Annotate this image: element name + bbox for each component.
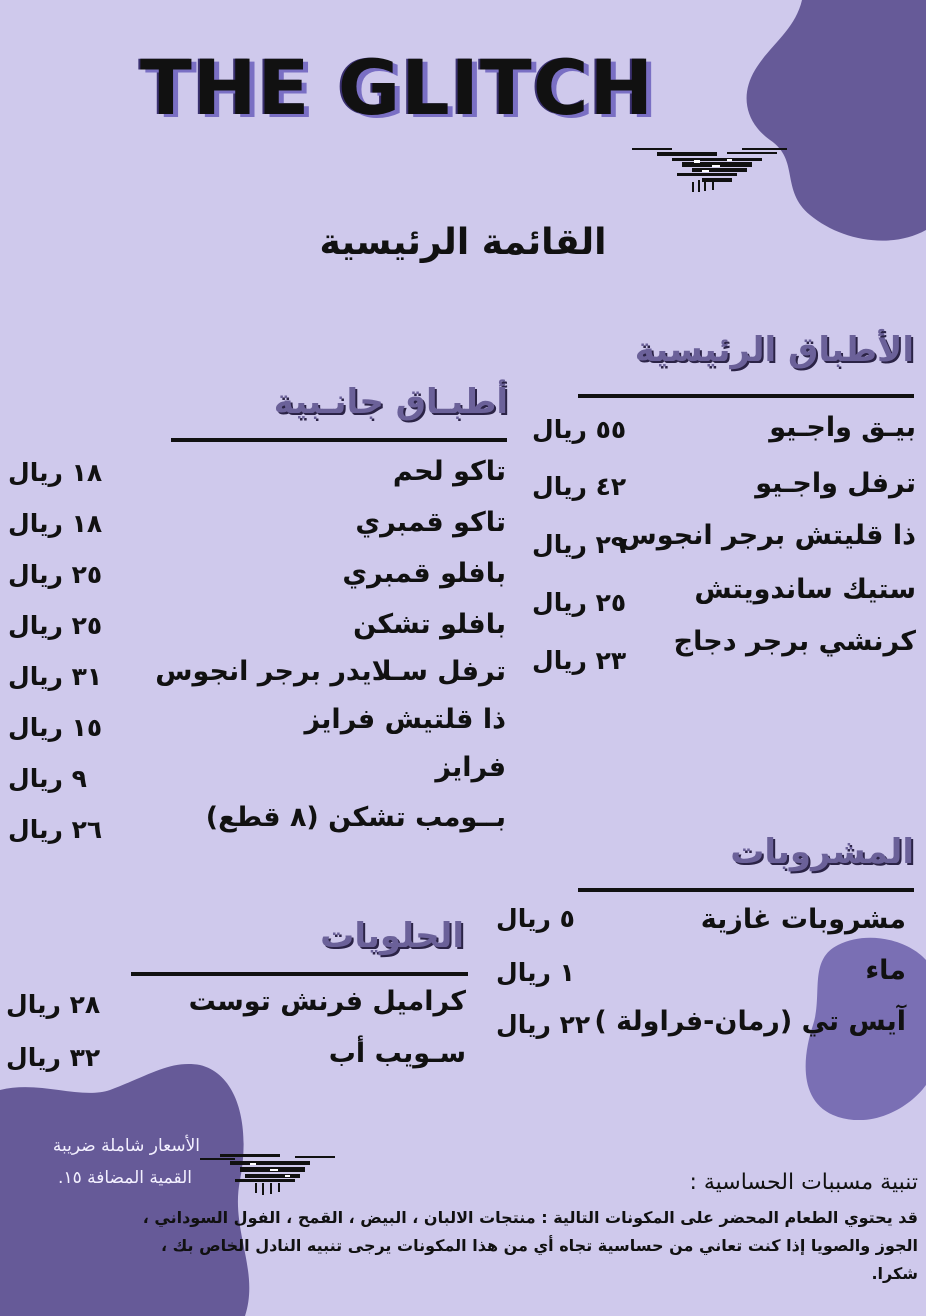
menu-item-price: ٢٥ ريال [532, 588, 627, 617]
section-title-desserts: الحلويات [320, 916, 464, 956]
allergy-title: تنبية مسببات الحساسية : [689, 1170, 918, 1195]
menu-item-price: ٣٢ ريال [6, 1043, 101, 1072]
menu-item-name: مشروبات غازية [700, 904, 906, 935]
menu-item-price: ٢٢ ريال [496, 1010, 591, 1039]
menu-item-name: ترفل سـلايدر برجر انجوس [155, 656, 506, 687]
menu-item-price: ٤٢ ريال [532, 472, 627, 501]
menu-item-name: ذا قلتيش فرايز [304, 704, 506, 735]
menu-item-price: ١ ريال [496, 958, 575, 987]
menu-item-name: بــومب تشكن (٨ قطع) [205, 802, 506, 833]
glitch-noise-decoration [200, 1148, 340, 1198]
glitch-noise-decoration [632, 140, 792, 195]
menu-item-price: ٣١ ريال [8, 662, 103, 691]
tax-note-line: الأسعار شاملة ضريبة [52, 1136, 200, 1156]
menu-item-name: بافلو قمبري [342, 558, 506, 589]
menu-item-name: تاكو لحم [392, 456, 506, 487]
menu-item-name: آيس تي (رمان-فراولة ) [594, 1006, 906, 1037]
menu-item-price: ٢٥ ريال [8, 560, 103, 589]
menu-item-name: كرنشي برجر دجاج [673, 626, 916, 657]
page-title: القائمة الرئيسية [319, 222, 607, 263]
section-title-drinks: المشروبات [730, 832, 914, 872]
menu-item-price: ٢٩ ريال [532, 530, 627, 559]
menu-item-name: ماء [865, 955, 906, 986]
allergy-line: شكرا. [871, 1264, 918, 1283]
menu-item-name: بيـق واجـيو [769, 412, 916, 443]
allergy-line: الجوز والصويا إذا كنت تعاني من حساسية تجاه أي من هذا المكونات يرجى تنبيه النادل الخاص بك ، [160, 1236, 918, 1255]
menu-item-name: ترفل واجـيو [755, 468, 916, 499]
menu-item-price: ٩ ريال [8, 764, 87, 793]
tax-note [0, 1130, 200, 1194]
menu-item-price: ٥ ريال [496, 904, 575, 933]
menu-item-name: فرايز [435, 752, 506, 783]
divider-side-dishes [171, 438, 507, 442]
menu-item-price: ٢٥ ريال [8, 611, 103, 640]
menu-item-name: تاكو قمبري [355, 507, 506, 538]
menu-item-name: ستيك ساندويتش [694, 574, 916, 605]
menu-item-name: بافلو تشكن [353, 609, 506, 640]
tax-note-line: القمية المضافة ١٥. [58, 1168, 192, 1188]
section-title-main-dishes: الأطباق الرئيسية [634, 330, 914, 370]
section-title-side-dishes: أطبـاق جانـبية [273, 382, 508, 422]
menu-item-price: ١٥ ريال [8, 713, 103, 742]
menu-item-price: ٢٦ ريال [8, 815, 103, 844]
menu-item-price: ١٨ ريال [8, 509, 103, 538]
menu-item-price: ٢٨ ريال [6, 990, 101, 1019]
brand-logo: THE GLITCH [140, 43, 655, 132]
menu-item-price: ٥٥ ريال [532, 415, 627, 444]
divider-desserts [131, 972, 468, 976]
divider-drinks [578, 888, 914, 892]
menu-item-name: كراميل فرنش توست [188, 986, 466, 1017]
menu-item-price: ١٨ ريال [8, 458, 103, 487]
divider-main-dishes [578, 394, 914, 398]
menu-item-name: سـويب أب [328, 1038, 466, 1069]
menu-item-price: ٢٣ ريال [532, 646, 627, 675]
allergy-line: قد يحتوي الطعام المحضر على المكونات التالية : منتجات الالبان ، البيض ، القمح ، الفول السوداني ، [142, 1208, 918, 1227]
top-right-blob [740, 0, 926, 245]
menu-item-name: ذا قليتش برجر انجوس [619, 520, 916, 551]
allergy-notice [138, 1204, 918, 1288]
